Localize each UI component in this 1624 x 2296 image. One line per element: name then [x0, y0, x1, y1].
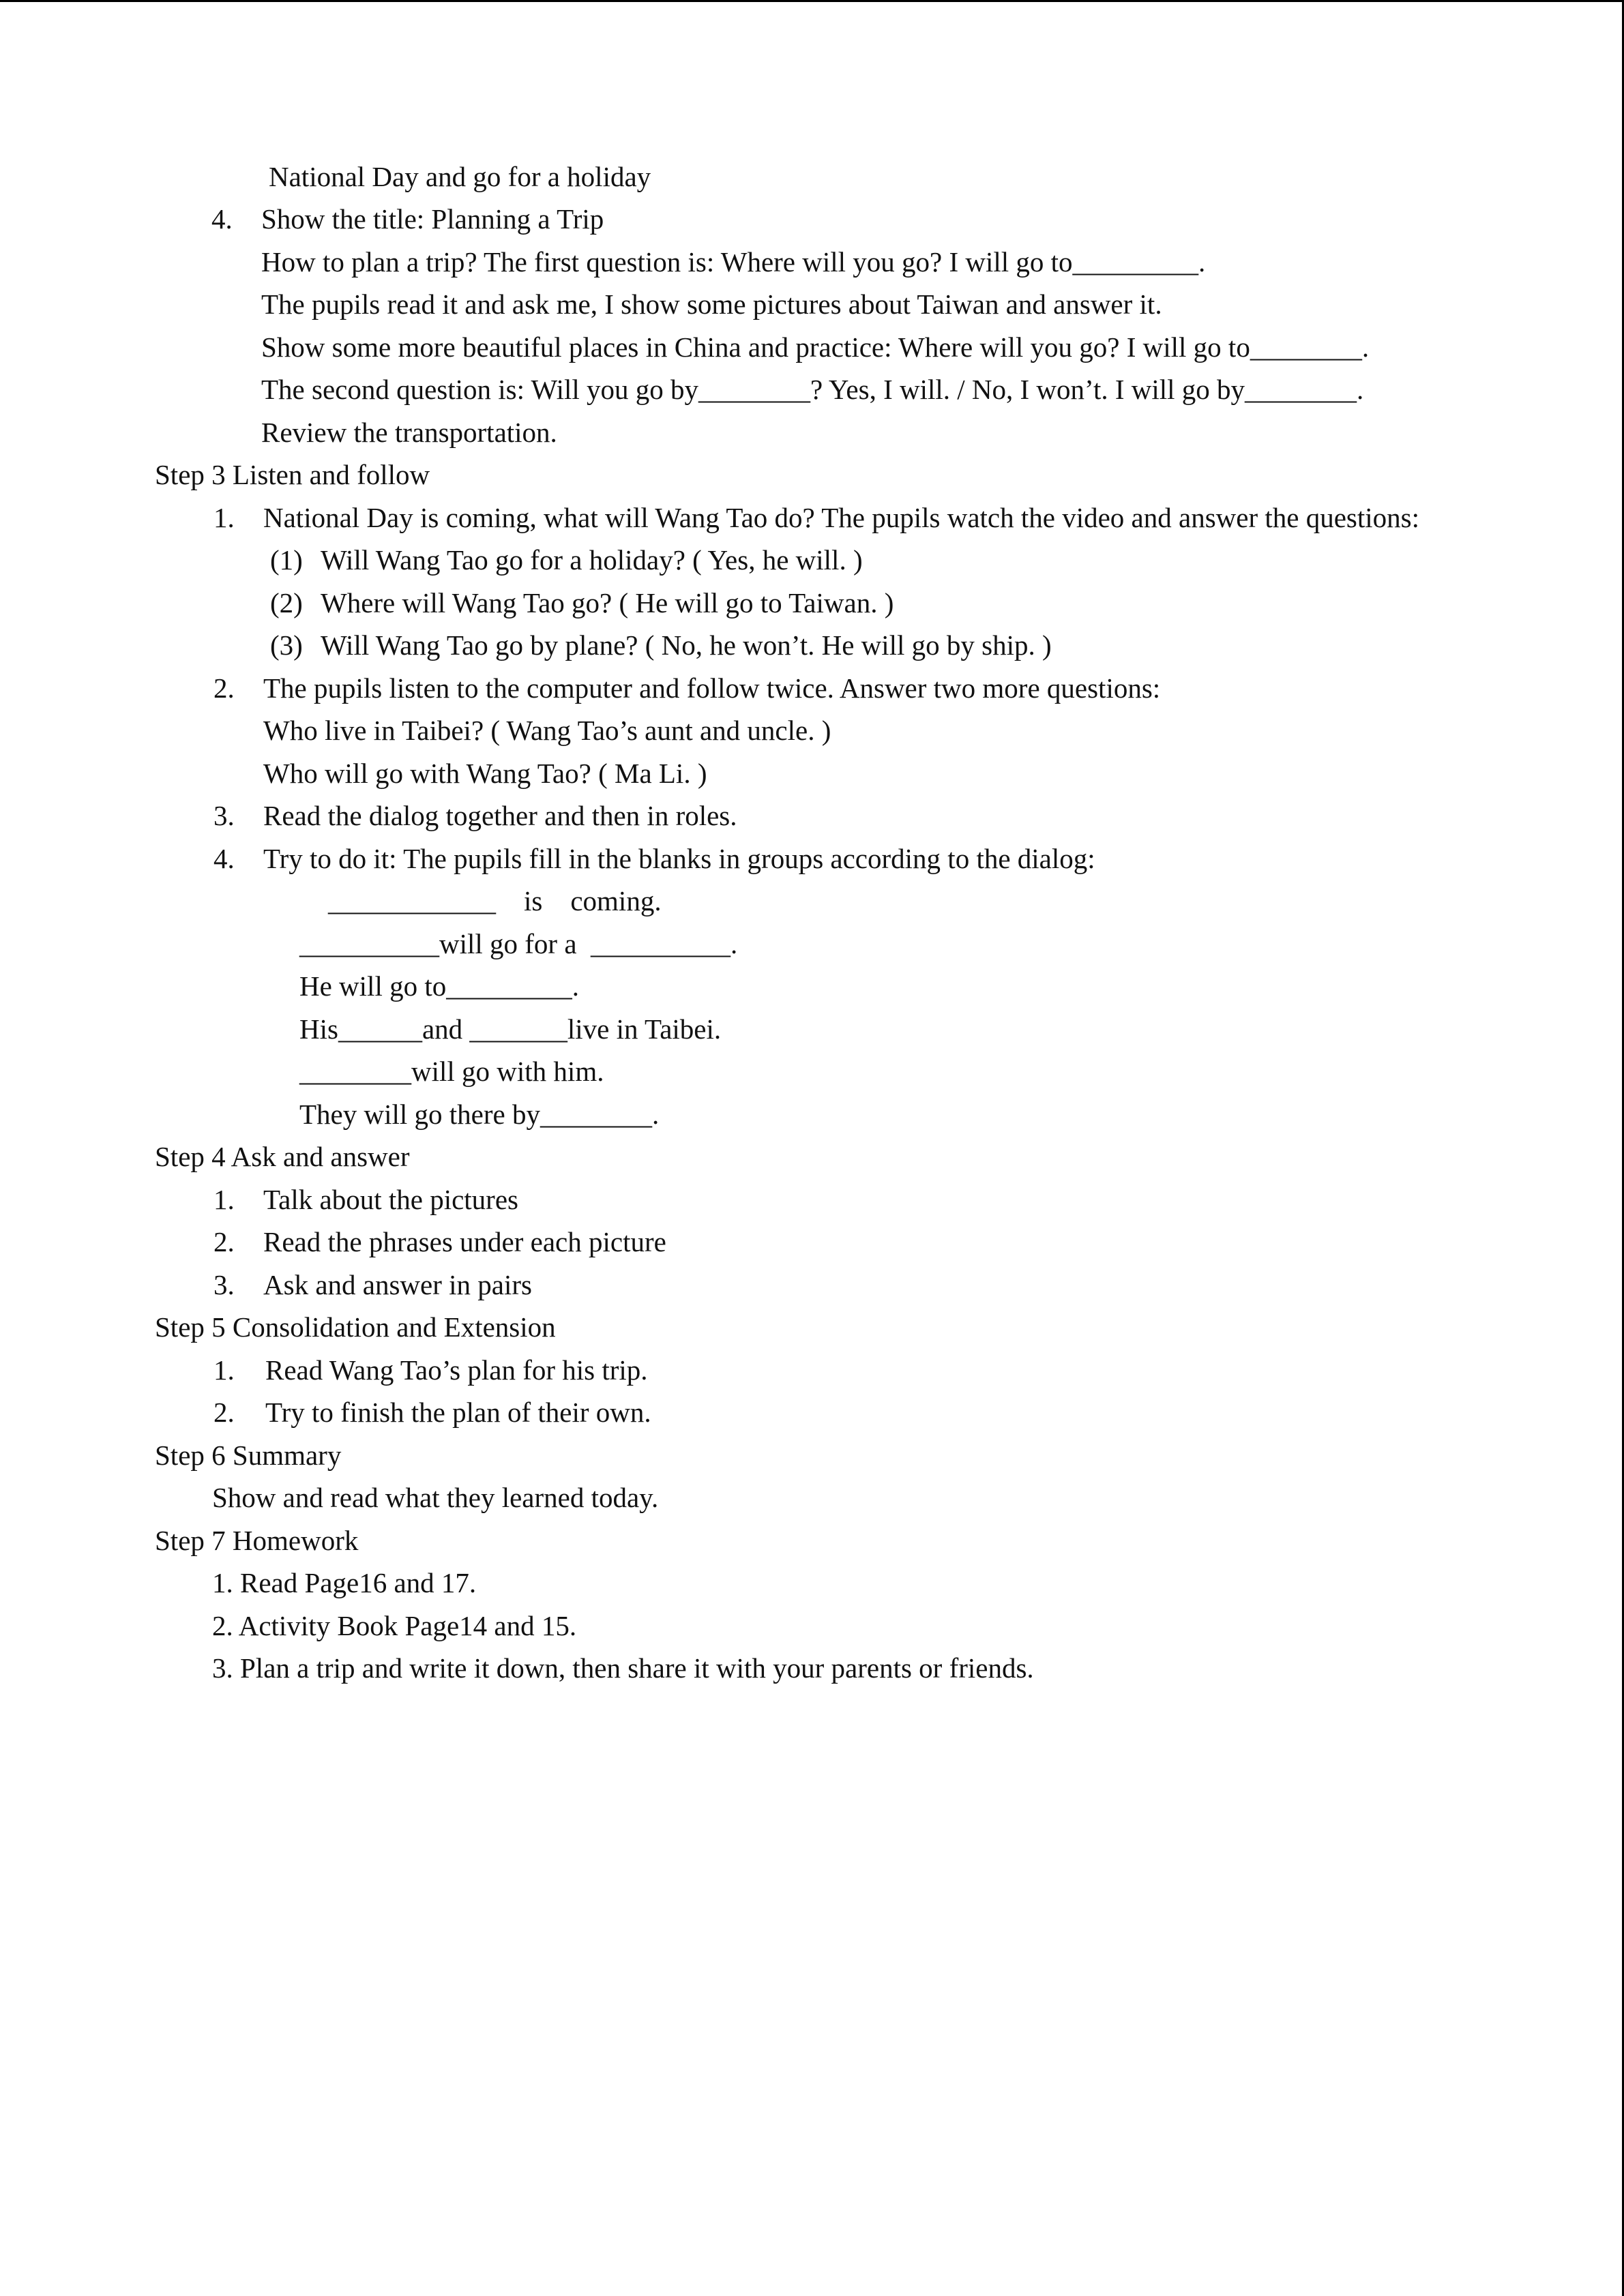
sub-list-item-text: Will Wang Tao go by plane? ( No, he won’t. He will go by ship. )	[321, 629, 1052, 661]
fill-blank-line: They will go there by________.	[299, 1099, 660, 1130]
sub-list-number: (3)	[270, 629, 303, 661]
text-line: Show some more beautiful places in China and practice: Where will you go? I will go to________.	[261, 331, 1370, 363]
list-item-text: The pupils listen to the computer and follow twice. Answer two more questions:	[263, 672, 1161, 704]
step-heading: Step 6 Summary	[155, 1440, 342, 1471]
list-number: 2.	[213, 1226, 235, 1257]
fill-blank-line: ________will go with him.	[299, 1056, 604, 1087]
list-item-text: Try to finish the plan of their own.	[265, 1397, 651, 1428]
fill-blank-line: His______and _______live in Taibei.	[299, 1013, 722, 1045]
homework-item: 2. Activity Book Page14 and 15.	[212, 1610, 577, 1641]
step-heading: Step 4 Ask and answer	[155, 1141, 410, 1172]
sub-list-number: (1)	[270, 544, 303, 576]
list-number: 4.	[213, 843, 235, 874]
text-line: The second question is: Will you go by________? Yes, I will. / No, I won’t. I will go by________.	[261, 374, 1364, 405]
text-line: The pupils read it and ask me, I show some pictures about Taiwan and answer it.	[261, 288, 1162, 320]
text-line: Who live in Taibei? ( Wang Tao’s aunt and uncle. )	[263, 715, 831, 746]
list-number: 2.	[213, 672, 235, 704]
text-line: Review the transportation.	[261, 417, 557, 448]
homework-item: 1. Read Page16 and 17.	[212, 1567, 477, 1598]
text-line: Who will go with Wang Tao? ( Ma Li. )	[263, 758, 707, 789]
homework-item: 3. Plan a trip and write it down, then share it with your parents or friends.	[212, 1652, 1034, 1684]
list-number: 2.	[213, 1397, 235, 1428]
text-line: National Day and go for a holiday	[269, 161, 651, 192]
step-heading: Step 3 Listen and follow	[155, 459, 430, 490]
list-number: 3.	[213, 1269, 235, 1300]
list-number: 1.	[213, 1184, 235, 1215]
step-heading: Step 5 Consolidation and Extension	[155, 1311, 556, 1343]
sub-list-item-text: Will Wang Tao go for a holiday? ( Yes, he will. )	[321, 544, 863, 576]
step-heading: Step 7 Homework	[155, 1525, 359, 1556]
list-item-text: Ask and answer in pairs	[263, 1269, 532, 1300]
list-number: 4.	[211, 203, 233, 235]
list-item-text: Read Wang Tao’s plan for his trip.	[265, 1354, 648, 1386]
list-item-text: Try to do it: The pupils fill in the blanks in groups according to the dialog:	[263, 843, 1095, 874]
list-item-text: Talk about the pictures	[263, 1184, 518, 1215]
list-number: 3.	[213, 800, 235, 831]
list-number: 1.	[213, 1354, 235, 1386]
sub-list-item-text: Where will Wang Tao go? ( He will go to Taiwan. )	[321, 587, 894, 618]
text-line: How to plan a trip? The first question is: Where will you go? I will go to_________.	[261, 246, 1206, 278]
text-line: Show and read what they learned today.	[212, 1482, 659, 1513]
list-item-text: National Day is coming, what will Wang Tao do? The pupils watch the video and answer the questions:	[263, 502, 1419, 533]
list-item-text: Show the title: Planning a Trip	[261, 203, 604, 235]
list-number: 1.	[213, 502, 235, 533]
sub-list-number: (2)	[270, 587, 303, 618]
list-item-text: Read the phrases under each picture	[263, 1226, 666, 1257]
fill-blank-line: __________will go for a __________.	[299, 928, 738, 959]
list-item-text: Read the dialog together and then in roles.	[263, 800, 737, 831]
fill-blank-line: He will go to_________.	[299, 970, 579, 1002]
fill-blank-line: ____________ is coming.	[328, 885, 662, 916]
